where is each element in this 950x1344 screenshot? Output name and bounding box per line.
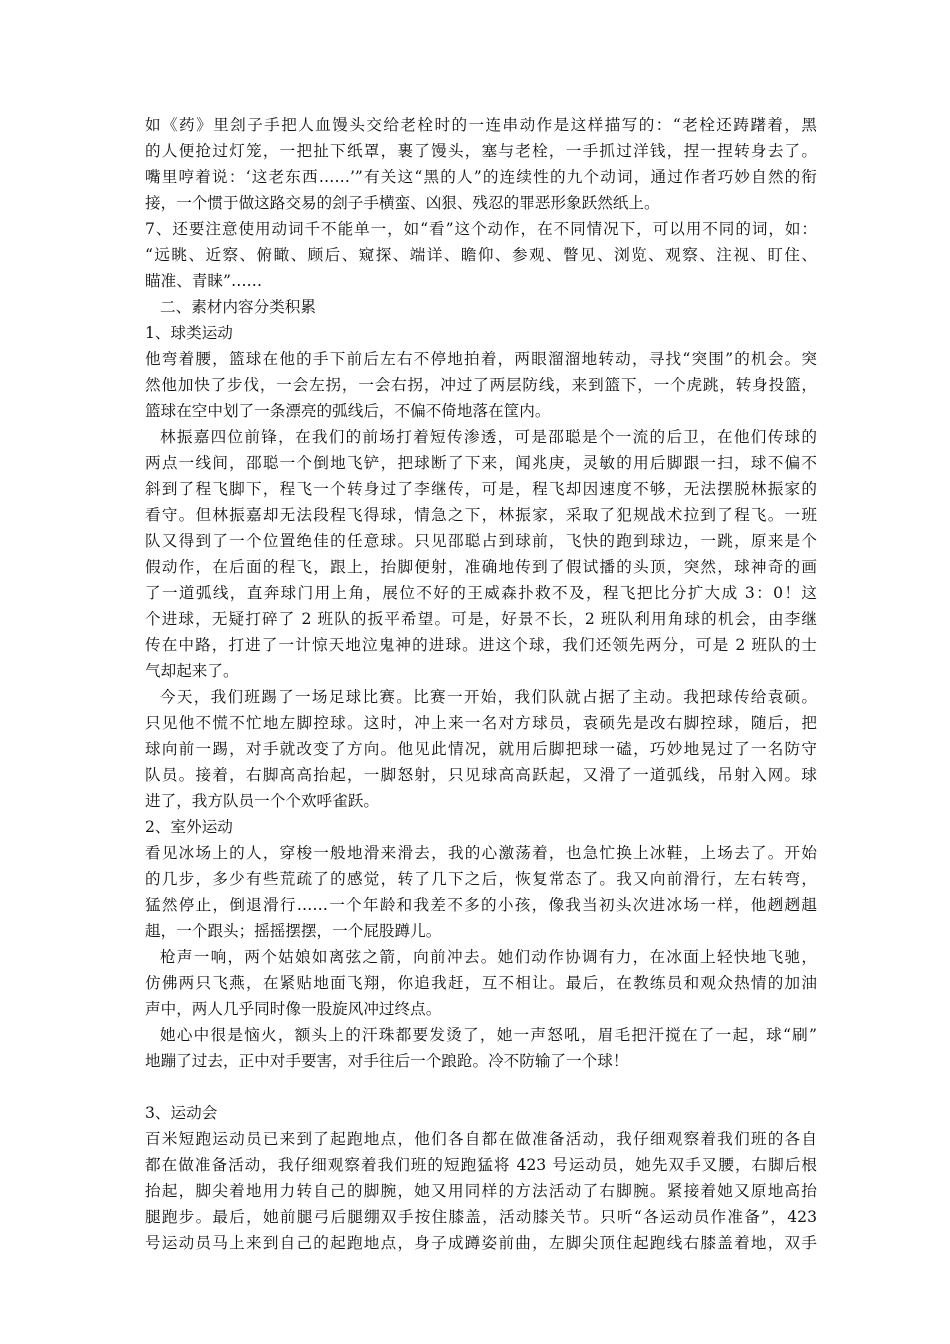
text-line: 3、运动会	[145, 1104, 218, 1122]
text-line: 他弯着腰，篮球在他的手下前后左右不停地拍着，两眼溜溜地转动，寻找“突围”的机会。突	[145, 350, 817, 368]
text-line: 斜到了程飞脚下，程飞一个转身过了李继传，可是，程飞却因速度不够，无法摆脱林振家的	[145, 480, 817, 498]
text-line: 队又得到了一个位置绝佳的任意球。只见邵聪占到球前，飞快的跑到球边，一跳，原来是个	[145, 532, 817, 550]
text-line: 然他加快了步伐，一会左拐，一会右拐，冲过了两层防线，来到篮下，一个虎跳，转身投篮，	[145, 376, 817, 394]
text-line: 两点一线间，邵聪一个倒地飞铲，把球断了下来，闻兆庚，灵敏的用后脚跟一扫，球不偏不	[145, 454, 817, 472]
text-line: 的人便抢过灯笼，一把扯下纸罩，裹了馒头，塞与老栓，一手抓过洋钱，捏一捏转身去了。	[145, 142, 817, 160]
text-line: 今天，我们班踢了一场足球比赛。比赛一开始，我们队就占据了主动。我把球传给袁硕。	[160, 688, 817, 706]
text-line: 百米短跑运动员已来到了起跑地点，他们各自都在做准备活动，我仔细观察着我们班的各自	[145, 1130, 817, 1148]
document-page	[145, 112, 817, 1256]
text-line	[145, 1074, 817, 1100]
text-line: 篮球在空中划了一条漂亮的弧线后，不偏不倚地落在筐内。	[145, 402, 551, 420]
text-line: 2、室外运动	[145, 818, 233, 836]
text-line: 猛然停止，倒退滑行……一个年龄和我差不多的小孩，像我当初头次进冰场一样，他趔趔趄	[145, 896, 817, 914]
text-line: 她心中很是恼火，额头上的汗珠都要发烫了，她一声怒吼，眉毛把汗搅在了一起，球“刷”	[160, 1026, 817, 1044]
text-line: 假动作，在后面的程飞，跟上，抬脚便射，准确地传到了假试播的头顶，突然，球神奇的画	[145, 558, 817, 576]
text-line: 传在中路，打进了一计惊天地泣鬼神的进球。进这个球，我们还领先两分，可是 2 班队的士	[145, 636, 817, 654]
text-line: 球向前一踢，对手就改变了方向。他见此情况，就用后脚把球一磕，巧妙地晃过了一名防守	[145, 740, 817, 758]
text-line: 了一道弧线，直奔球门用上角，展位不好的王威森扑救不及，程飞把比分扩大成 3：0！这	[145, 584, 817, 602]
text-line: 1、球类运动	[145, 324, 233, 342]
text-line: 趄，一个跟头；摇摇摆摆，一个屁股蹲儿。	[145, 922, 442, 940]
text-line: 二、素材内容分类积累	[160, 298, 316, 316]
text-line: “远眺、近察、俯瞰、顾后、窥探、端详、瞻仰、参观、瞥见、浏览、观察、注视、盯住、	[145, 246, 817, 264]
text-line: 队员。接着，右脚高高抬起，一脚怒射，只见球高高跃起，又滑了一道弧线，吊射入网。球	[145, 766, 817, 784]
text-line: 7、还要注意使用动词千不能单一，如“看”这个动作，在不同情况下，可以用不同的词，如：	[145, 220, 817, 238]
text-line: 地蹦了过去，正中对手要害，对手往后一个踉跄。冷不防输了一个球！	[145, 1052, 629, 1070]
text-line: 只见他不慌不忙地左脚控球。这时，冲上来一名对方球员，袁硕先是改右脚控球，随后，把	[145, 714, 817, 732]
text-line: 腿跑步。最后，她前腿弓后腿绷双手按住膝盖，活动膝关节。只听“各运动员作准备”，423	[145, 1208, 817, 1226]
text-line: 接，一个惯于做这路交易的刽子手横蛮、凶狠、残忍的罪恶形象跃然纸上。	[145, 194, 660, 212]
text-line: 仿佛两只飞燕，在紧贴地面飞翔，你追我赶，互不相让。最后，在教练员和观众热情的加油	[145, 974, 817, 992]
text-line: 气却起来了。	[145, 662, 239, 680]
text-line: 个进球，无疑打碎了 2 班队的扳平希望。可是，好景不长，2 班队利用角球的机会，由李继	[145, 610, 817, 628]
text-line: 如《药》里刽子手把人血馒头交给老栓时的一连串动作是这样描写的：“老栓还踌躇着，黑	[145, 116, 817, 134]
text-line: 林振嘉四位前锋，在我们的前场打着短传渗透，可是邵聪是个一流的后卫，在他们传球的	[160, 428, 817, 446]
text-line: 看见冰场上的人，穿梭一般地滑来滑去，我的心激荡着，也急忙换上冰鞋，上场去了。开始	[145, 844, 817, 862]
text-line: 嘴里哼着说：‘这老东西……’”有关这“黑的人”的连续性的九个动词，通过作者巧妙自然的衔	[145, 168, 817, 186]
text-line: 都在做准备活动，我仔细观察着我们班的短跑猛将 423 号运动员，她先双手叉腰，右脚后根	[145, 1156, 817, 1174]
text-line: 声中，两人几乎同时像一股旋风冲过终点。	[145, 1000, 442, 1018]
text-line: 抬起，脚尖着地用力转自己的脚腕，她又用同样的方法活动了右脚腕。紧接着她又原地高抬	[145, 1182, 817, 1200]
text-line: 号运动员马上来到自己的起跑地点，身子成蹲姿前曲，左脚尖顶住起跑线右膝盖着地，双手	[145, 1234, 817, 1252]
text-line: 进了，我方队员一个个欢呼雀跃。	[145, 792, 379, 810]
text-line: 看守。但林振嘉却无法段程飞得球，情急之下，林振家，采取了犯规战术拉到了程飞。一班	[145, 506, 817, 524]
text-line: 枪声一响，两个姑娘如离弦之箭，向前冲去。她们动作协调有力，在冰面上轻快地飞驰，	[160, 948, 817, 966]
text-line: 的几步，多少有些荒疏了的感觉，转了几下之后，恢复常态了。我又向前滑行，左右转弯，	[145, 870, 817, 888]
text-line: 瞄准、青睐”……	[145, 272, 263, 290]
